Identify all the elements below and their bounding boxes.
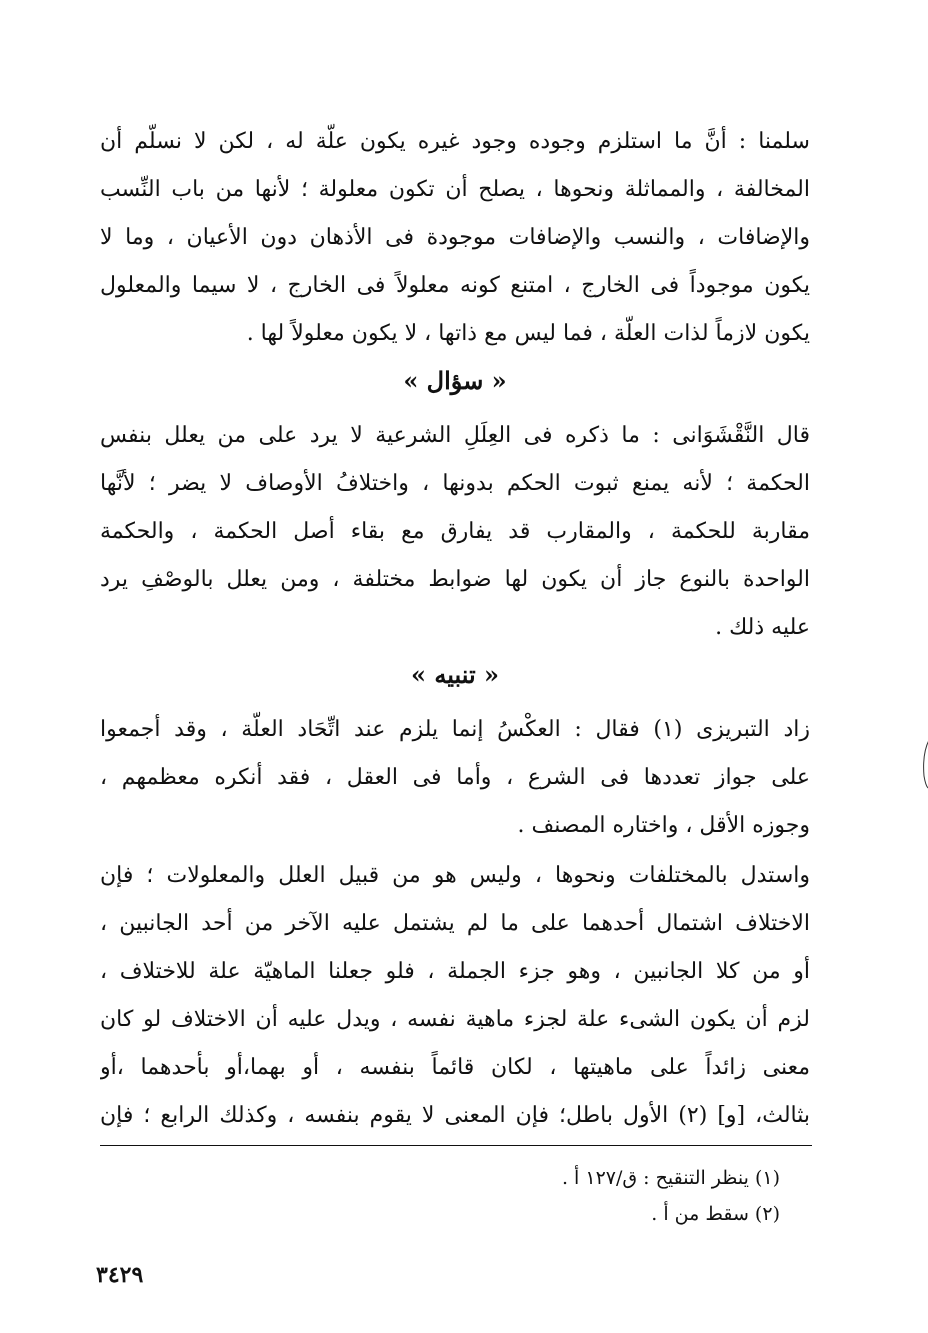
paragraph-4 [100,852,810,1140]
text-line: واستدل بالمختلفات ونحوها ، وليس هو من قبيل العلل والمعلولات ؛ فإن [100,863,810,888]
text-line: المخالفة ، والمماثلة ونحوها ، يصلح أن تكون معلولة ؛ لأنها من باب النِّسب [100,177,810,202]
text-line: وجوزه الأقل ، واختاره المصنف . [517,813,810,838]
text-line: أو من كلا الجانبين ، وهو جزء الجملة ، فلو جعلنا الماهيّة علة للاختلاف ، [100,959,810,984]
text-line: قال النَّقْشَوَانى : ما ذكره فى العِلَلِ الشرعية لا يرد على من يعلل بنفس [100,423,810,448]
page-number: ٣٤٢٩ [96,1262,144,1288]
paragraph-2 [100,412,810,652]
text-line: يكون موجوداً فى الخارج ، امتنع كونه معلولاً فى الخارج ، لا سيما والمعلول [100,273,810,298]
text-line: معنى زائداً على ماهيتها ، لكان قائماً بنفسه ، أو بهما،أو بأحدهما ،أو [100,1055,810,1080]
text-line: عليه ذلك . [715,615,810,640]
paragraph-1 [100,118,810,358]
text-line: والإضافات ، والنسب والإضافات موجودة فى الأذهان دون الأعيان ، وما لا [100,225,810,250]
footnotes [400,1160,780,1232]
text-line: يكون لازماً لذات العلّة ، فما ليس مع ذاتها ، لا يكون معلولاً لها . [246,321,810,346]
margin-bracket-mark [922,738,928,790]
text-line: سلمنا : أنَّ ما استلزم وجوده وجود غيره يكون علّة له ، لكن لا نسلّم أن [100,129,810,154]
text-line: زاد التبريزى (١) فقال : العكْسُ إنما يلزم عند اتِّحَاد العلّة ، وقد أجمعوا [100,717,810,742]
section-heading-question: « سؤال » [403,366,507,395]
section-heading-note: « تنبيه » [411,660,499,689]
footnote: (٢) سقط من أ . [651,1203,780,1225]
footnote-divider [100,1145,812,1146]
text-line: لزم أن يكون الشىء علة لجزء ماهية نفسه ، ويدل عليه أن الاختلاف لو كان [100,1007,810,1032]
text-line: مقاربة للحكمة ، والمقارب قد يفارق مع بقاء أصل الحكمة ، والحكمة [100,519,810,544]
text-line: بثالث، [و] (٢) الأول باطل؛ فإن المعنى لا يقوم بنفسه ، وكذلك الرابع ؛ فإن [100,1103,810,1128]
text-line: الواحدة بالنوع جاز أن يكون لها ضوابط مختلفة ، ومن يعلل بالوصْفِ يرد [100,567,810,592]
text-line: الاختلاف اشتمال أحدهما على ما لم يشتمل عليه الآخر من أحد الجانبين ، [100,911,810,936]
text-line: الحكمة ؛ لأنه يمنع ثبوت الحكم بدونها ، واختلافُ الأوصاف لا يضر ؛ لأنَّها [100,471,810,496]
paragraph-3 [100,706,810,850]
text-line: على جواز تعددها فى الشرع ، وأما فى العقل ، فقد أنكره معظمهم ، [100,765,810,790]
footnote: (١) ينظر التنقيح : ق/١٢٧ أ . [561,1167,780,1189]
